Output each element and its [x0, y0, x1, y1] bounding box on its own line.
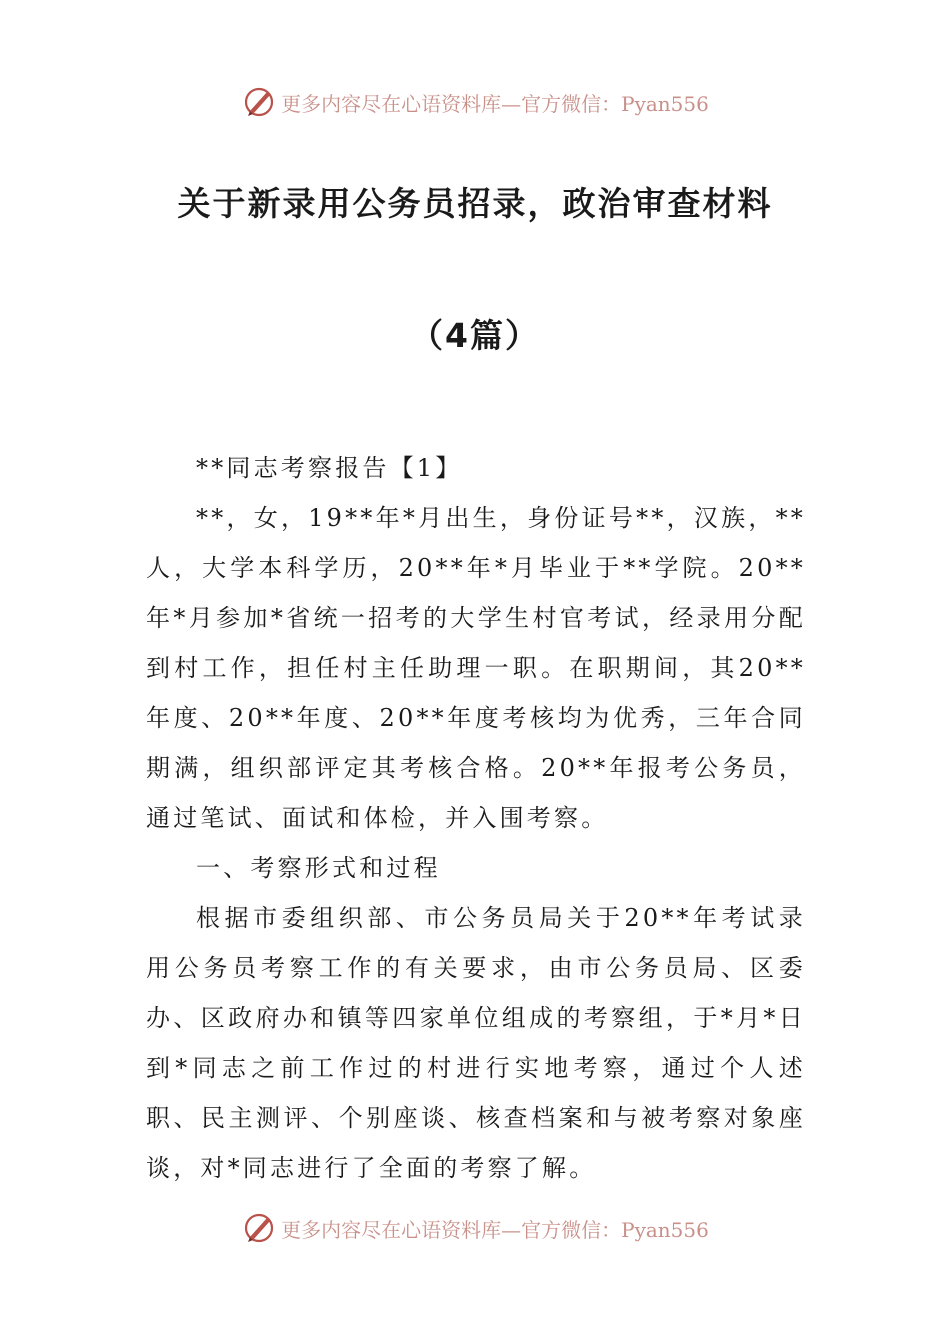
- watermark-banner-top: [0, 82, 950, 122]
- pen-seal-icon: [241, 84, 277, 120]
- pen-seal-icon: [241, 1210, 277, 1246]
- section-heading: 一、考察形式和过程: [196, 854, 441, 882]
- paragraph-process: 根据市委组织部、市公务员局关于20**年考试录用公务员考察工作的有关要求，由市公务员局、区委办、区政府办和镇等四家单位组成的考察组，于*月*日到*同志之前工作过的村进行实地考察，通过个人述职、民主测评、个别座谈、核查档案和与被考察对象座谈，对*同志进行了全面的考察了解。: [146, 904, 806, 1182]
- document-body: [146, 443, 806, 1193]
- watermark-text: 更多内容尽在心语资料库—官方微信：Pyan556: [281, 91, 709, 116]
- paragraph-profile: **，女，19**年*月出生，身份证号**，汉族，**人，大学本科学历，20**年*月毕业于**学院。20**年*月参加*省统一招考的大学生村官考试，经录用分配到村工作，担任村主任助理一职。在职期间，其20**年度、20**年度、20**年度考核均为优秀，三年合同期满，组织部评定其考核合格。20**年报考公务员，通过笔试、面试和体检，并入围考察。: [146, 504, 806, 832]
- watermark-text: 更多内容尽在心语资料库—官方微信：Pyan556: [281, 1217, 709, 1242]
- document-title: 关于新录用公务员招录，政治审查材料: [177, 184, 773, 223]
- report-heading: **同志考察报告【1】: [196, 454, 463, 482]
- document-subtitle: （4篇）: [410, 316, 540, 355]
- watermark-banner-bottom: [0, 1208, 950, 1248]
